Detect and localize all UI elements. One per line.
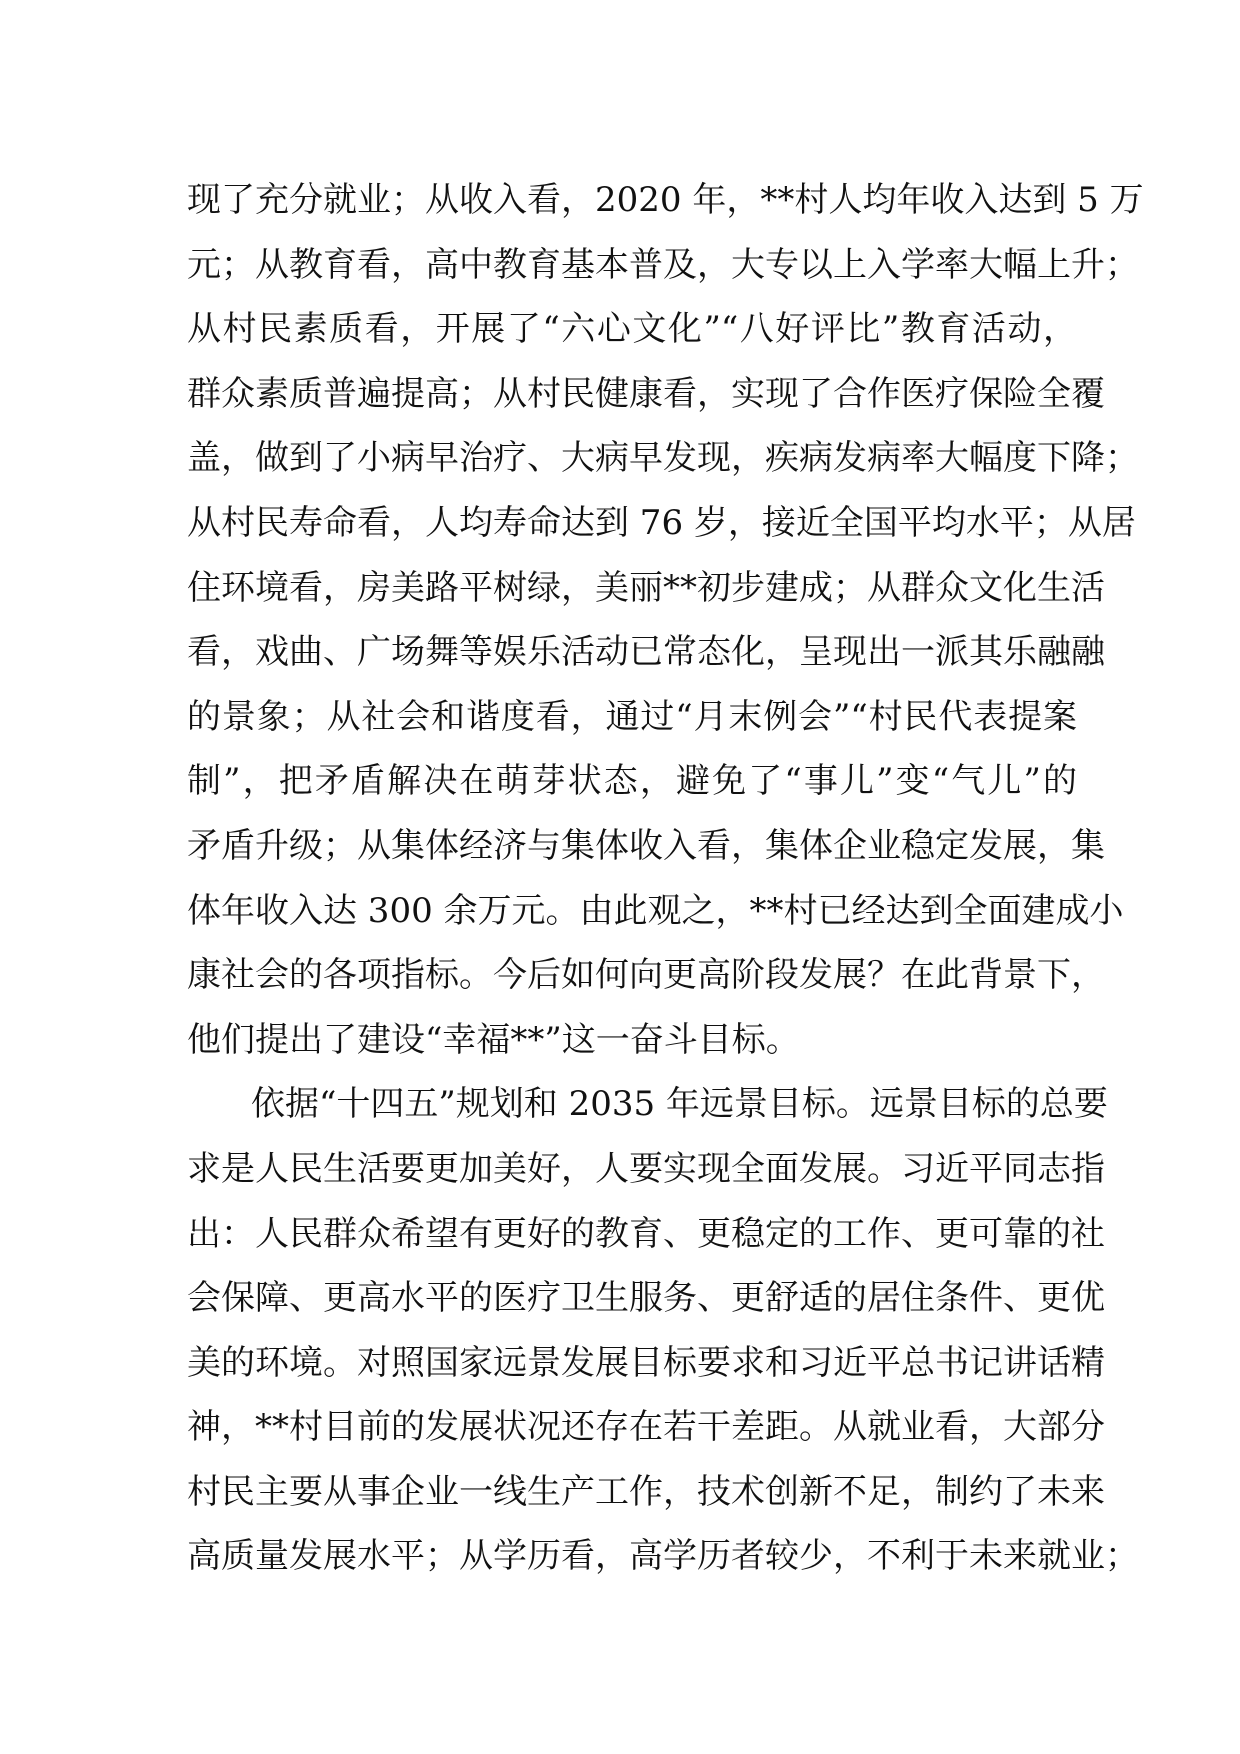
text-line: 盖，做到了小病早治疗、大病早发现，疾病发病率大幅度下降； <box>187 438 1139 479</box>
text-line: 从村民寿命看，人均寿命达到 76 岁，接近全国平均水平；从居 <box>187 502 1136 543</box>
text-line: 会保障、更高水平的医疗卫生服务、更舒适的居住条件、更优 <box>187 1278 1105 1319</box>
text-line: 美的环境。对照国家远景发展目标要求和习近平总书记讲话精 <box>187 1342 1105 1383</box>
text-line: 神，**村目前的发展状况还存在若干差距。从就业看，大部分 <box>187 1407 1105 1448</box>
text-line: 看，戏曲、广场舞等娱乐活动已常态化，呈现出一派其乐融融 <box>187 632 1105 673</box>
text-line: 康社会的各项指标。今后如何向更高阶段发展？在此背景下， <box>187 955 1105 996</box>
text-line: 元；从教育看，高中教育基本普及，大专以上入学率大幅上升； <box>187 244 1139 285</box>
paragraph-2 <box>187 1072 1139 1589</box>
paragraph-1 <box>187 168 1144 1072</box>
text-line: 村民主要从事企业一线生产工作，技术创新不足，制约了未来 <box>187 1471 1105 1512</box>
body-text <box>187 168 1144 1589</box>
text-line: 从村民素质看，开展了“六心文化”“八好评比”教育活动， <box>187 309 1077 350</box>
text-line: 依据“十四五”规划和 2035 年远景目标。远景目标的总要 <box>251 1084 1108 1125</box>
text-line: 出：人民群众希望有更好的教育、更稳定的工作、更可靠的社 <box>187 1213 1105 1254</box>
text-line: 矛盾升级；从集体经济与集体收入看，集体企业稳定发展，集 <box>187 825 1105 866</box>
text-line: 他们提出了建设“幸福**”这一奋斗目标。 <box>187 1019 800 1060</box>
text-line: 群众素质普遍提高；从村民健康看，实现了合作医疗保险全覆 <box>187 373 1105 414</box>
text-line: 住环境看，房美路平树绿，美丽**初步建成；从群众文化生活 <box>187 567 1105 608</box>
text-line: 高质量发展水平；从学历看，高学历者较少，不利于未来就业； <box>187 1536 1139 1577</box>
text-line: 体年收入达 300 余万元。由此观之，**村已经达到全面建成小 <box>187 890 1124 931</box>
text-line: 现了充分就业；从收入看，2020 年，**村人均年收入达到 5 万 <box>187 180 1144 220</box>
text-line: 求是人民生活要更加美好，人要实现全面发展。习近平同志指 <box>187 1148 1105 1189</box>
text-line: 的景象；从社会和谐度看，通过“月末例会”“村民代表提案 <box>187 696 1077 737</box>
text-line: 制”，把矛盾解决在萌芽状态，避免了“事儿”变“气儿”的 <box>187 761 1077 802</box>
